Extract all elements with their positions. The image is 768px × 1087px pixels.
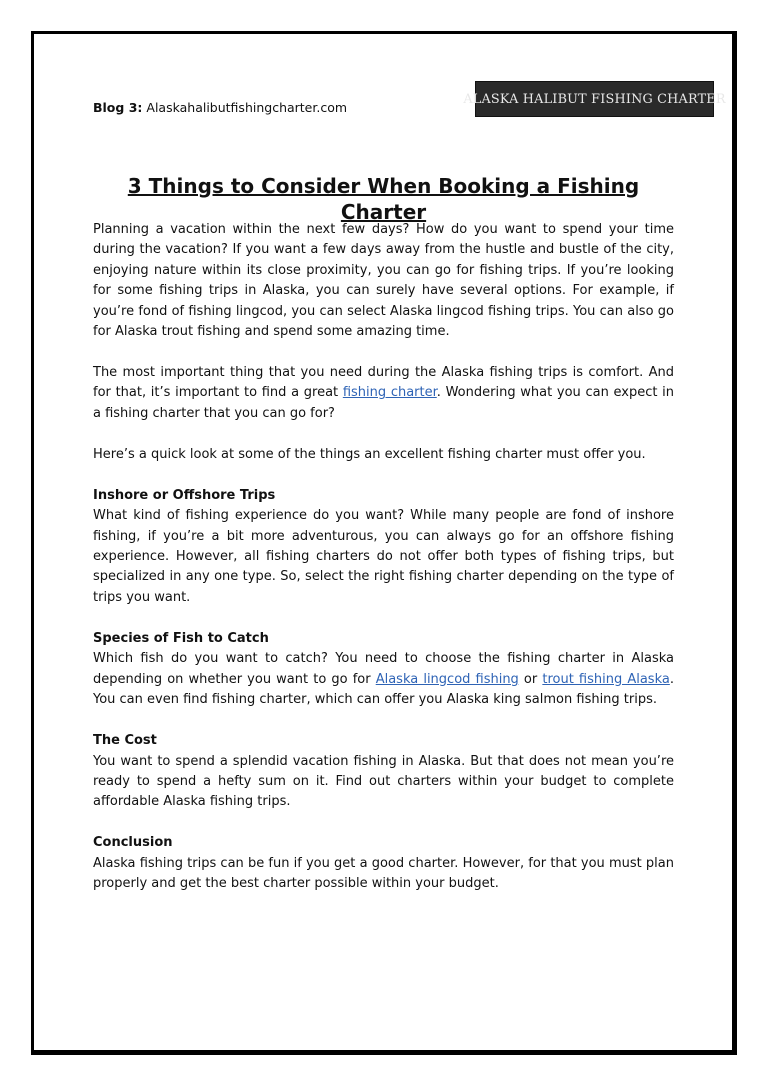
section-body-cost: You want to spend a splendid vacation fishing in Alaska. But that does not mean you’re ready to spend a hefty sum on it. Find out charters within your budget to complete affordable Alaska fishing trips. — [93, 753, 674, 810]
intro-p2-text-after: . Wondering what you can expect in a fishing charter that you can go for? — [93, 385, 674, 421]
section-cost — [93, 731, 674, 813]
section-heading-inshore: Inshore or Offshore Trips — [93, 487, 276, 503]
section-inshore — [93, 486, 674, 608]
intro-paragraph-2 — [93, 363, 674, 424]
section-species — [93, 629, 674, 711]
section-body-conclusion: Alaska fishing trips can be fun if you get a good charter. However, for that you must plan properly and get the best charter possible within your budget. — [93, 855, 674, 892]
logo-text: ALASKA HALIBUT FISHING CHARTER — [463, 91, 726, 107]
page-title: 3 Things to Consider When Booking a Fishing Charter — [127, 174, 640, 224]
trout-fishing-link[interactable]: trout fishing Alaska — [542, 671, 670, 687]
section-heading-species: Species of Fish to Catch — [93, 630, 269, 646]
lingcod-fishing-link[interactable]: Alaska lingcod fishing — [375, 671, 519, 687]
section-heading-conclusion: Conclusion — [93, 835, 173, 851]
article-body — [93, 220, 674, 915]
section-body-species-before: Which fish do you want to catch? You need to choose the fishing charter in Alaska depending on whether you want to go for — [93, 651, 674, 687]
section-conclusion — [93, 833, 674, 894]
intro-paragraph-1: Planning a vacation within the next few days? How do you want to spend your time during the vacation? If you want a few days away from the hustle and bustle of the city, enjoying nature within its close proximity, you can go for fishing trips. If you’re looking for some fishing trips in Alaska, you can surely have several options. For example, if you’re fond of fishing lingcod, you can select Alaska lingcod fishing trips. You can also go for Alaska trout fishing and spend some amazing time. — [93, 222, 674, 340]
section-heading-cost: The Cost — [93, 733, 157, 749]
blog-site: Alaskahalibutfishingcharter.com — [146, 100, 348, 115]
section-body-inshore: What kind of fishing experience do you want? While many people are fond of inshore fishing, if you’re a bit more adventurous, you can always go for an offshore fishing experience. However, all fishing charters do not offer both types of fishing trips, but specialized in any one type. So, select the right fishing charter depending on the type of trips you want. — [93, 508, 674, 605]
intro-paragraph-3: Here’s a quick look at some of the things an excellent fishing charter must offer you. — [93, 446, 646, 462]
company-logo — [463, 81, 726, 117]
fishing-charter-link[interactable]: fishing charter — [342, 385, 437, 401]
blog-line — [93, 100, 347, 116]
blog-label: Blog 3: — [93, 100, 143, 115]
section-body-species-middle: or — [518, 671, 543, 687]
intro-p2-text-before: The most important thing that you need during the Alaska fishing trips is comfort. And for that, it’s important to find a great — [93, 365, 674, 401]
section-body-species-after: . You can even find fishing charter, which can offer you Alaska king salmon fishing trips. — [93, 671, 674, 708]
